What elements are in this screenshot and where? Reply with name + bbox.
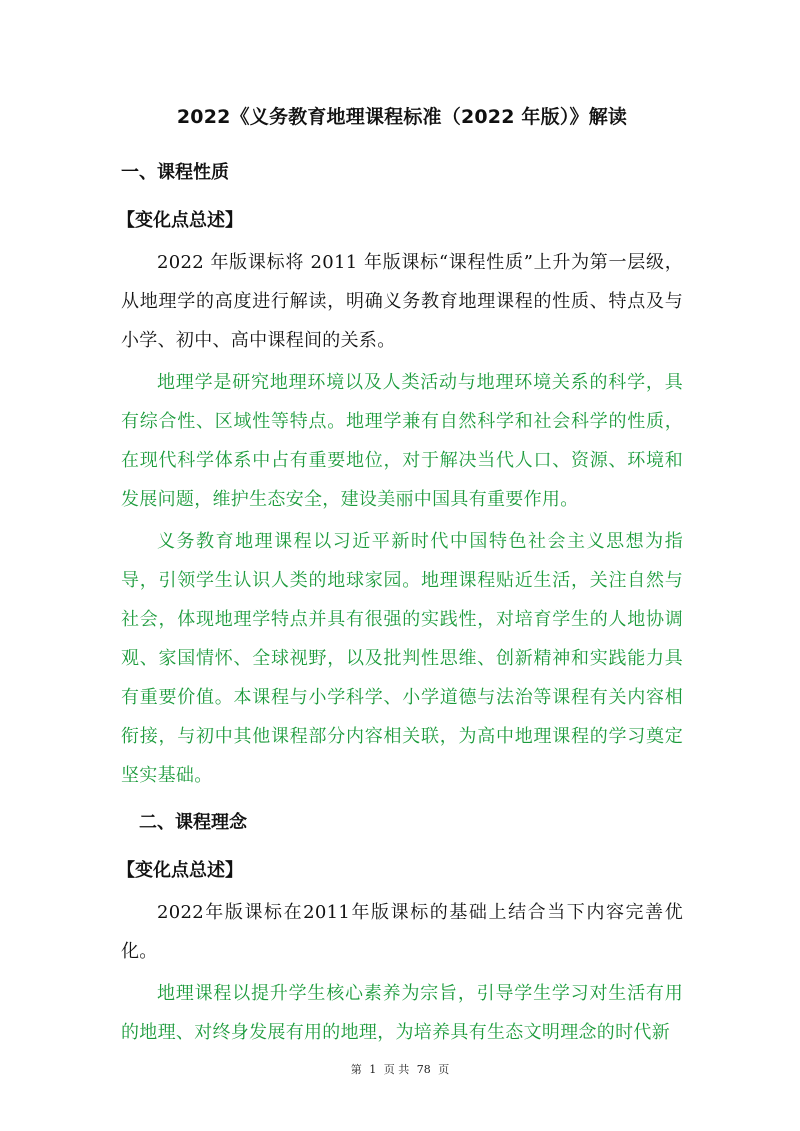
paragraph-highlighted: 地理课程以提升学生核心素养为宗旨，引导学生学习对生活有用的地理、对终身发展有用的地理，为培养具有生态文明理念的时代新 bbox=[121, 983, 683, 1043]
paragraph-highlighted: 义务教育地理课程以习近平新时代中国特色社会主义思想为指导，引领学生认识人类的地球家园。地理课程贴近生活，关注自然与社会，体现地理学特点并具有很强的实践性，对培育学生的人地协调观、家国情怀、全球视野，以及批判性思维、创新精神和实践能力具有重要价值。本课程与小学科学、小学道德与法治等课程有关内容相衔接，与初中其他课程部分内容相关联，为高中地理课程的学习奠定坚实基础。 bbox=[121, 531, 683, 786]
change-summary-heading: 【变化点总述】 bbox=[117, 210, 243, 231]
paragraph: 2022 年版课标将 2011 年版课标“课程性质”上升为第一层级，从地理学的高度进行解读，明确义务教育地理课程的性质、特点及与小学、初中、高中课程间的关系。 bbox=[121, 252, 683, 351]
footer-prefix: 第 bbox=[350, 1063, 362, 1076]
document-title: 2022《义务教育地理课程标准（2022 年版）》解读 bbox=[176, 106, 628, 128]
section-heading-course-nature: 一、课程性质 bbox=[121, 162, 229, 183]
document-content bbox=[117, 97, 683, 1052]
paragraph-highlighted: 地理学是研究地理环境以及人类活动与地理环境关系的科学，具有综合性、区域性等特点。地理学兼有自然科学和社会科学的性质，在现代科学体系中占有重要地位，对于解决当代人口、资源、环境和发展问题，维护生态安全，建设美丽中国具有重要作用。 bbox=[121, 372, 683, 510]
section-heading-course-concept: 二、课程理念 bbox=[139, 812, 247, 833]
page-footer bbox=[0, 1062, 800, 1078]
change-summary-heading: 【变化点总述】 bbox=[117, 860, 243, 881]
paragraph: 2022年版课标在2011年版课标的基础上结合当下内容完善优化。 bbox=[121, 902, 683, 962]
footer-page-number: 1 bbox=[369, 1063, 377, 1076]
footer-suffix: 页 bbox=[438, 1063, 450, 1076]
footer-middle: 页 共 bbox=[383, 1063, 410, 1076]
footer-total-pages: 78 bbox=[416, 1063, 431, 1076]
